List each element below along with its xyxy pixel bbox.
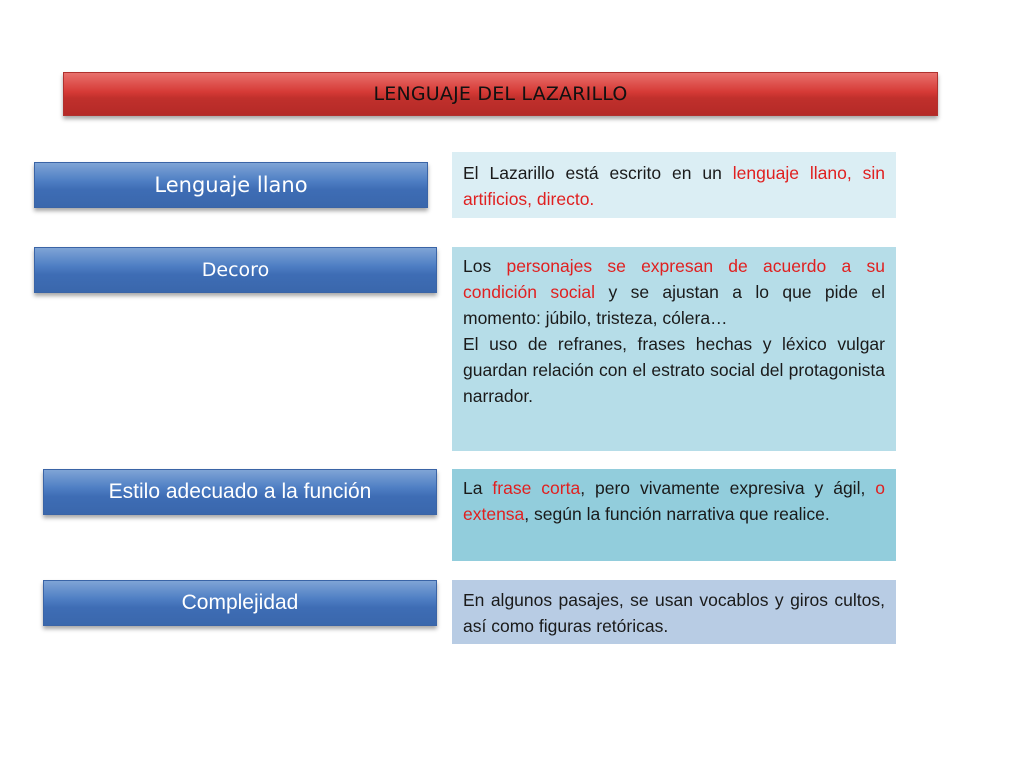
text-run: En algunos pasajes, se usan vocablos y giros cultos, así como figuras retóricas. (463, 590, 885, 636)
text-run: La (463, 478, 493, 498)
label-estilo-adecuado: Estilo adecuado a la función (43, 469, 437, 515)
description-decoro (452, 247, 896, 451)
highlighted-text: personajes se expresan de acuerdo a su condición social (463, 256, 885, 302)
description-paragraph (463, 475, 885, 527)
text-run: , pero vivamente expresiva y ágil, (580, 478, 876, 498)
label-lenguaje-llano: Lenguaje llano (34, 162, 428, 208)
highlighted-text: o extensa (463, 478, 885, 524)
description-estilo-adecuado (452, 469, 896, 561)
label-decoro: Decoro (34, 247, 437, 293)
highlighted-text: frase corta (492, 478, 581, 498)
label-complejidad: Complejidad (43, 580, 437, 626)
description-paragraph (463, 331, 885, 409)
text-run: El Lazarillo está escrito en un (463, 163, 733, 183)
text-run: y se ajustan a lo que pide el momento: júbilo, tristeza, cólera… (463, 282, 885, 328)
description-paragraph (463, 587, 885, 639)
slide-title: LENGUAJE DEL LAZARILLO (63, 72, 938, 116)
highlighted-text: lenguaje llano, sin artificios, directo. (463, 163, 885, 209)
description-complejidad (452, 580, 896, 644)
text-run: , según la función narrativa que realice. (524, 504, 830, 524)
text-run: Los (463, 256, 507, 276)
text-run: El uso de refranes, frases hechas y léxico vulgar guardan relación con el estrato social del protagonista narrador. (463, 334, 885, 406)
description-paragraph (463, 253, 885, 331)
description-lenguaje-llano (452, 152, 896, 218)
description-paragraph (463, 160, 885, 212)
